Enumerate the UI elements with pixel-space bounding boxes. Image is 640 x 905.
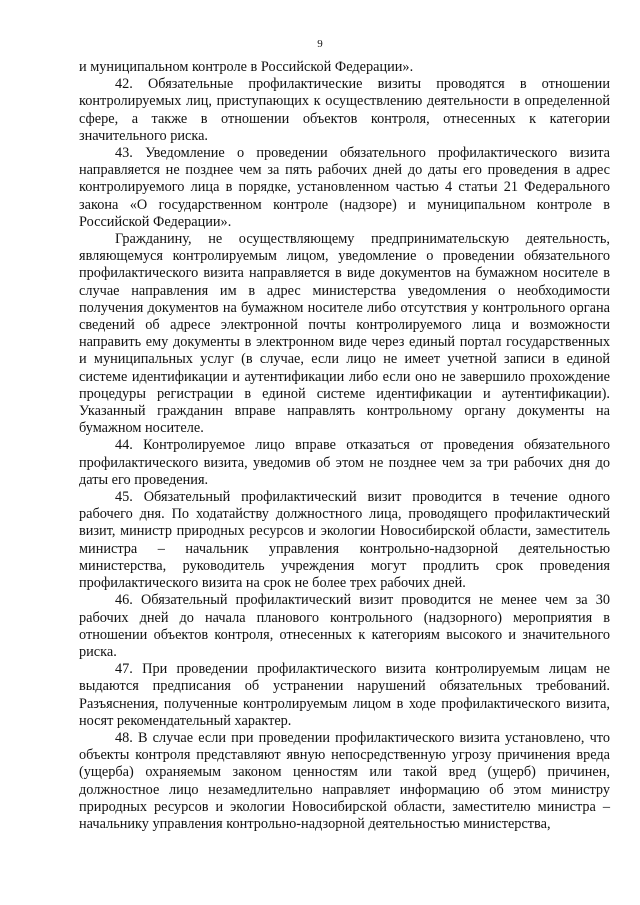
paragraph-42: 42. Обязательные профилактические визиты проводятся в отношении контролируемых лиц, приступающих к осуществлению деятельности в определенной сфере, а также в отношении объектов контроля, отнесенных к категории значительного риска.: [79, 76, 610, 144]
paragraph-43-citizen: Гражданину, не осуществляющему предпринимательскую деятельность, являющемуся контролируемым лицом, уведомление о проведении обязательного профилактического визита направляется в виде документов на бумажном носителе в случае направления им в адрес министерства уведомления о необходимости получения документов на бумажном носителе либо отсутствия у контрольного органа сведений об адресе электронной почты контролируемого лица и возможности направить ему документы в электронном виде через единый портал государственных и муниципальных услуг (в случае, если лицо не имеет учетной записи в единой системе идентификации и аутентификации либо если оно не завершило прохождение процедуры регистрации в единой системе идентификации и аутентификации). Указанный гражданин вправе направлять контрольному органу документы на бумажном носителе.: [79, 231, 610, 437]
paragraph-continuation: и муниципальном контроле в Российской Федерации».: [79, 59, 414, 75]
paragraph-43: 43. Уведомление о проведении обязательного профилактического визита направляется не позднее чем за пять рабочих дней до даты его проведения в адрес контролируемого лица в порядке, установленном частью 4 статьи 21 Федерального закона «О государственном контроле (надзоре) и муниципальном контроле в Российской Федерации».: [79, 145, 610, 230]
document-body: [79, 59, 610, 833]
page-number: 9: [317, 38, 323, 50]
paragraph-45: 45. Обязательный профилактический визит проводится в течение одного рабочего дня. По ходатайству должностного лица, проводящего профилактический визит, министр природных ресурсов и экологии Новосибирской области, заместитель министра – начальник управления контрольно-надзорной деятельностью министерства, руководитель учреждения могут продлить срок проведения профилактического визита на срок не более трех рабочих дней.: [79, 489, 610, 592]
paragraph-44: 44. Контролируемое лицо вправе отказаться от проведения обязательного профилактического визита, уведомив об этом не позднее чем за три рабочих дня до даты его проведения.: [79, 437, 610, 488]
paragraph-47: 47. При проведении профилактического визита контролируемым лицам не выдаются предписания об устранении нарушений обязательных требований. Разъяснения, полученные контролируемым лицом в ходе профилактического визита, носят рекомендательный характер.: [79, 661, 610, 729]
paragraph-46: 46. Обязательный профилактический визит проводится не менее чем за 30 рабочих дней до начала планового контрольного (надзорного) мероприятия в отношении объектов контроля, отнесенных к категориям высокого и значительного риска.: [79, 592, 610, 660]
paragraph-48: 48. В случае если при проведении профилактического визита установлено, что объекты контроля представляют явную непосредственную угрозу причинения вреда (ущерба) охраняемым законом ценностям или такой вред (ущерб) причинен, должностное лицо незамедлительно направляет информацию об этом министру природных ресурсов и экологии Новосибирской области, заместителю министра – начальнику управления контрольно-надзорной деятельностью министерства,: [79, 729, 610, 832]
